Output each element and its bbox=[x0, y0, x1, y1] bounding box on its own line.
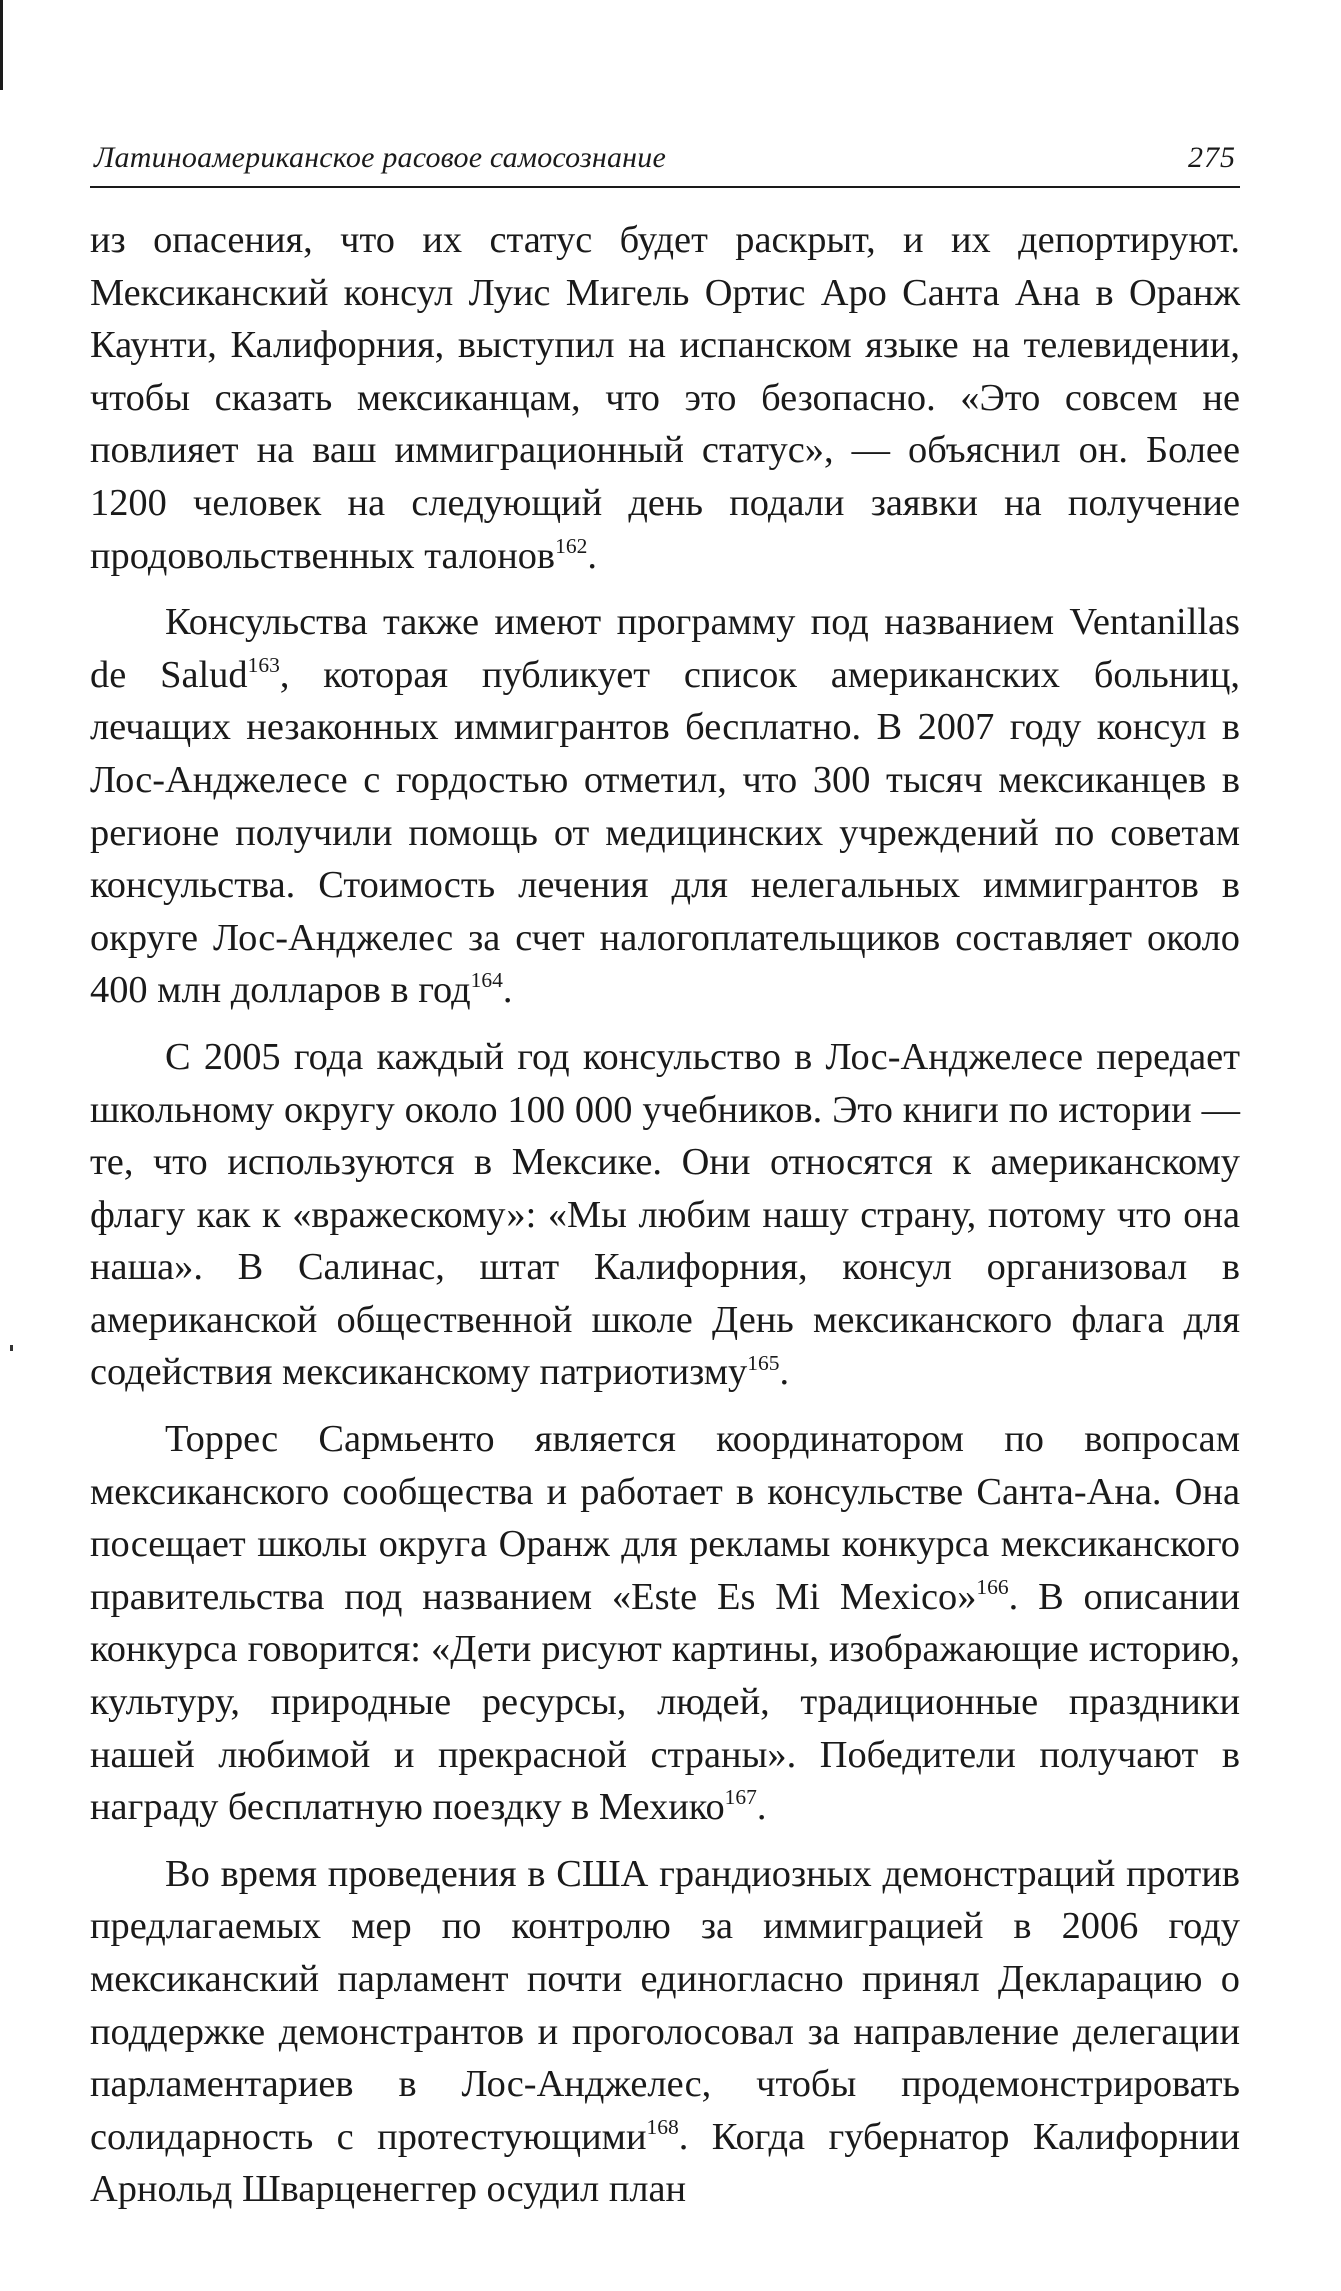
book-page bbox=[90, 140, 1240, 2230]
scan-speck bbox=[10, 1345, 13, 1351]
paragraph-4: Торрес Сармьенто является координатором по вопросам мексиканского сообщества и работает в консульстве Санта-Ана. Она посещает школы округа Оранж для рекламы конкурса мексиканского правительства под названием «Este Es Mi Mexico»$^{166}$. В описании конкурса говорится: «Дети рисуют картины, изображающие историю, культуру, природные ресурсы, людей, традиционные праздники нашей любимой и прекрасной страны». Победители получают в награду бесплатную поездку в Мехико$^{167}$. bbox=[90, 1418, 1240, 1829]
footnote-ref-168: 168 bbox=[646, 2114, 679, 2139]
footnote-ref-166: 166 bbox=[976, 1574, 1009, 1599]
paragraph-3: С 2005 года каждый год консульство в Лос-Анджелесе передает школьному округу около 100 000 учебников. Это книги по истории — те, что используются в Мексике. Они относятся к американскому флагу как к «вражескому»: «Мы любим нашу страну, потому что она наша». В Салинас, штат Калифорния, консул организовал в американской общественной школе День мексиканского флага для содействия мексиканскому патриотизму$^{165}$. bbox=[90, 1035, 1240, 1394]
page-number: 275 bbox=[1188, 141, 1236, 174]
footnote-ref-165: 165 bbox=[747, 1350, 780, 1375]
footnote-ref-162: 162 bbox=[555, 533, 588, 558]
running-header bbox=[90, 140, 1240, 188]
footnote-ref-164: 164 bbox=[470, 968, 503, 993]
paragraph-5: Во время проведения в США грандиозных демонстраций против предлагаемых мер по контролю за иммиграцией в 2006 году мексиканский парламент почти единогласно принял Декларацию о поддержке демонстрантов и проголосовал за направление делегации парламентариев в Лос-Анджелес, чтобы продемонстрировать солидарность с протестующими$^{168}$. Когда губернатор Калифорнии Арнольд Шварценеггер осудил план bbox=[90, 1852, 1240, 2211]
paragraph-1: из опасения, что их статус будет раскрыт, и их депортируют. Мексиканский консул Луис Мигель Ортис Аро Санта Ана в Оранж Каунти, Калифорния, выступил на испанском языке на телевидении, чтобы сказать мексиканцам, что это безопасно. «Это совсем не повлияет на ваш иммиграционный статус», — объяснил он. Более 1200 человек на следующий день подали заявки на получение продовольственных талонов$^{162}$. bbox=[90, 219, 1240, 577]
footnote-ref-163: 163 bbox=[247, 652, 280, 677]
footnote-ref-167: 167 bbox=[724, 1785, 757, 1810]
running-title: Латиноамериканское расовое самосознание bbox=[94, 141, 666, 174]
body-text bbox=[90, 214, 1240, 2216]
scan-edge-mark bbox=[0, 0, 3, 90]
paragraph-2: Консульства также имеют программу под названием Ventanillas de Salud$^{163}$, которая публикует список американских больниц, лечащих незаконных иммигрантов бесплатно. В 2007 году консул в Лос-Анджелесе с гордостью отметил, что 300 тысяч мексиканцев в регионе получили помощь от медицинских учреждений по советам консульства. Стоимость лечения для нелегальных иммигрантов в округе Лос-Анджелес за счет налогоплательщиков составляет около 400 млн долларов в год$^{164}$. bbox=[90, 601, 1240, 1012]
